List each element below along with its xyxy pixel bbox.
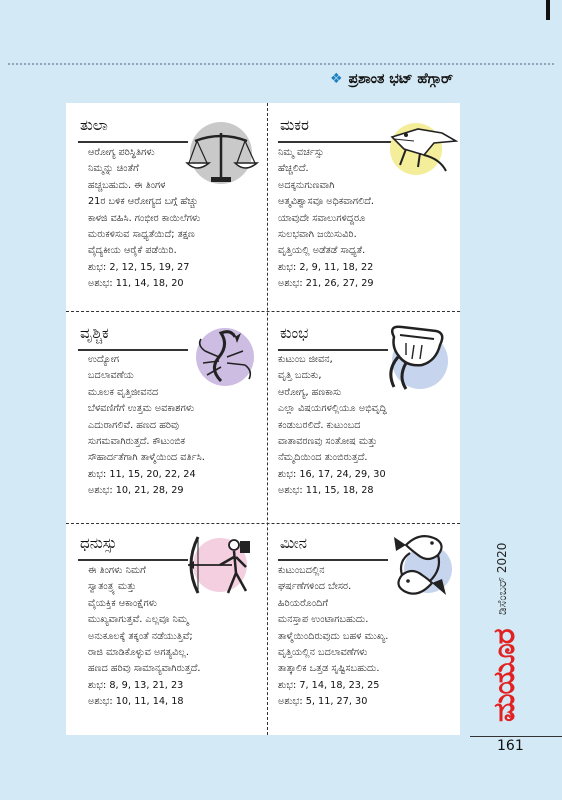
text-line: ಮನಸ್ತಾಪ ಉಂಟಾಗಬಹುದು. [278, 614, 369, 626]
text-line: ಕಂಡುಬರಲಿದೆ. ಕುಟುಂಬದ [278, 419, 361, 431]
text-line: ಅನುಕೂಲಕ್ಕೆ ತಕ್ಕಂತೆ ನಡೆಯುತ್ತಿವೆ; [88, 630, 193, 642]
magazine-logo: ಮಯೂರ [487, 629, 522, 722]
text-line: ನಿಮ್ಮನ್ನು ಚಿಂತೆಗೆ [88, 163, 139, 175]
diamond-icon: ❖ [330, 71, 343, 87]
text-line: ಬದಲಾವಣೆಯ [88, 370, 134, 382]
pisces-fish-icon [388, 529, 452, 609]
text-line: ತಾಳ್ಮೆಯಿಂದಿರುವುದು ಬಹಳ ಮುಖ್ಯ. [278, 630, 389, 642]
horoscope-card [66, 103, 460, 735]
text-line: ಅದಕ್ಕನುಗುಣವಾಗಿ [278, 179, 335, 191]
text-line: ನೆಮ್ಮದಿಯಿಂದ ತುಂಬಿರುತ್ತದೆ. [278, 452, 368, 464]
text-line: ವೈದ್ಯಕೀಯ ಆರೈಕೆ ಪಡೆಯಿರಿ. [88, 245, 177, 257]
text-line: ಸುಲಭವಾಗಿ ಜಯಿಸುವಿರಿ. [278, 228, 357, 240]
capricorn-crocodile-icon [384, 119, 458, 179]
text-line: ಮರುಕಳಿಸುವ ಸಾಧ್ಯತೆಯಿದೆ; ತಕ್ಷಣ [88, 228, 195, 240]
text-line: ಆರೋಗ್ಯ ಪರಿಸ್ಥಿತಿಗಳು [88, 147, 155, 158]
text-line: ಎಲ್ಲಾ ವಿಷಯಗಳಲ್ಲಿಯೂ ಅಭಿವೃದ್ಧಿ [278, 403, 387, 415]
heading-rule [78, 141, 188, 143]
heading-rule [278, 141, 398, 143]
row-divider [66, 311, 460, 312]
heading-rule [78, 349, 188, 351]
author-byline [330, 71, 453, 87]
page-number: 161 [497, 738, 524, 754]
text-line: ಯಾವುದೇ ಸವಾಲುಗಳಿದ್ದರೂ [278, 212, 366, 224]
issue-date: ಡಿಸೆಂಬರ್ 2020 [495, 542, 509, 615]
prediction-text-libra [88, 145, 200, 293]
text-line: ಬೆಳವಣಿಗೆಗೆ ಉತ್ತಮ ಅವಕಾಶಗಳು [88, 403, 195, 415]
heading-rule [278, 349, 388, 351]
text-line: ಕಾಳಜಿ ವಹಿಸಿ. ಗಂಭೀರ ಕಾಯಿಲೆಗಳು [88, 212, 201, 224]
text-line: ನಿಮ್ಮ ವರ್ಚಸ್ಸು [278, 147, 325, 158]
unlucky-days: ಅಶುಭ: 21, 26, 27, 29 [278, 278, 374, 290]
sign-name: ಮಕರ [280, 116, 309, 134]
text-line: ಮೂಲಕ ವೃತ್ತಿಜೀವನದ [88, 386, 159, 398]
unlucky-days: ಅಶುಭ: 5, 11, 27, 30 [278, 696, 368, 708]
prediction-text-pisces [278, 563, 388, 711]
unlucky-days: ಅಶುಭ: 10, 11, 14, 18 [88, 696, 184, 708]
text-line: 21ರ ಬಳಿಕ ಆರೋಗ್ಯದ ಬಗ್ಗೆ ಹೆಚ್ಚು [88, 196, 199, 208]
text-line: ಆತ್ಮವಿಶ್ವಾಸವೂ ಅಧಿಕವಾಗಲಿದೆ. [278, 196, 374, 208]
text-line: ಹಿರಿಯರೊಂದಿಗೆ [278, 597, 329, 609]
author-name: ಪ್ರಶಾಂತ ಭಟ್ ಹೆಗ್ಗಾರ್ [348, 71, 453, 87]
row-divider [66, 523, 460, 524]
unlucky-days: ಅಶುಭ: 11, 15, 18, 28 [278, 485, 374, 497]
text-line: ತಾತ್ಕಾಲಿಕ ಒತ್ತಡ ಸೃಷ್ಟಿಸಬಹುದು. [278, 663, 380, 675]
dotted-divider [8, 63, 554, 65]
heading-rule [78, 559, 188, 561]
sign-name: ಧನುಸ್ಸು [80, 534, 117, 552]
text-line: ರಾಜಿ ಮಾಡಿಕೊಳ್ಳುವ ಅಗತ್ಯವಿಲ್ಲ. [88, 646, 189, 658]
lucky-days: ಶುಭ: 2, 12, 15, 19, 27 [88, 261, 190, 273]
prediction-text-capricorn [278, 145, 374, 293]
sign-name: ಮೀನ [280, 534, 308, 552]
text-line: ಆರೋಗ್ಯ, ಹಣಕಾಸು [278, 386, 342, 398]
text-line: ಮುಖ್ಯವಾಗುತ್ತವೆ. ಎಲ್ಲವೂ ನಿಮ್ಮ [88, 614, 189, 626]
text-line: ಎದುರಾಗಲಿವೆ. ಹಣದ ಹರಿವು [88, 419, 179, 431]
sign-name: ತುಲಾ [80, 116, 108, 134]
aquarius-water-pot-icon [382, 321, 454, 393]
text-line: ವೈಯಕ್ತಿಕ ಆಕಾಂಕ್ಷೆಗಳು [88, 597, 158, 609]
text-line: ಈ ತಿಂಗಳು ನಿಮಗೆ [88, 565, 146, 576]
lucky-days: ಶುಭ: 7, 14, 18, 23, 25 [278, 679, 380, 691]
text-line: ಕುಟುಂಬದಲ್ಲಿನ [278, 565, 325, 576]
text-line: ಹಚ್ಚಬಹುದು. ಈ ತಿಂಗಳ [88, 179, 166, 191]
text-line: ಹಣದ ಹರಿವು ಸಾಮಾನ್ಯವಾಗಿರುತ್ತದೆ. [88, 663, 201, 675]
sign-name: ಕುಂಭ [280, 324, 309, 342]
prediction-text-scorpio [88, 352, 205, 500]
unlucky-days: ಅಶುಭ: 10, 21, 28, 29 [88, 485, 184, 497]
lucky-days: ಶುಭ: 8, 9, 13, 21, 23 [88, 679, 184, 691]
prediction-text-sagittarius [88, 563, 200, 711]
text-line: ಕುಟುಂಬ ಜೀವನ, [278, 354, 333, 365]
page-number-rule [470, 736, 562, 737]
text-line: ಘರ್ಷಣೆಗಳಿಂದ ಬೇಸರ. [278, 581, 352, 593]
text-line: ಸ್ವಾತಂತ್ರ್ಯ ಮತ್ತು [88, 581, 137, 593]
prediction-text-aquarius [278, 352, 387, 500]
text-line: ಉದ್ಯೋಗ [88, 354, 120, 365]
text-line: ಸೌಹಾರ್ದತೆಗಾಗಿ ತಾಳ್ಮೆಯಿಂದ ವರ್ತಿಸಿ. [88, 452, 205, 464]
lucky-days: ಶುಭ: 2, 9, 11, 18, 22 [278, 261, 374, 273]
sign-name: ವೃಶ್ಚಿಕ [80, 324, 109, 342]
heading-rule [278, 559, 388, 561]
column-divider [267, 103, 268, 735]
text-line: ವೃತ್ತಿ ಬದುಕು, [278, 370, 322, 382]
text-line: ವೃತ್ತಿಯಲ್ಲಿ ಅಡೆತಡೆ ಸಾಧ್ಯತೆ. [278, 245, 366, 257]
lucky-days: ಶುಭ: 11, 15, 20, 22, 24 [88, 468, 196, 480]
text-line: ಸುಗಮವಾಗಿರುತ್ತದೆ. ಕೌಟುಂಬಿಕ [88, 435, 186, 447]
text-line: ವೃತ್ತಿಯಲ್ಲಿನ ಬದಲಾವಣೆಗಳು [278, 646, 368, 658]
text-line: ವಾತಾವರಣವು ಸಂತೋಷ ಮತ್ತು [278, 435, 378, 447]
lucky-days: ಶುಭ: 16, 17, 24, 29, 30 [278, 468, 386, 480]
corner-tick [546, 0, 550, 20]
unlucky-days: ಅಶುಭ: 11, 14, 18, 20 [88, 278, 184, 290]
text-line: ಹೆಚ್ಚಲಿದೆ. [278, 163, 309, 175]
